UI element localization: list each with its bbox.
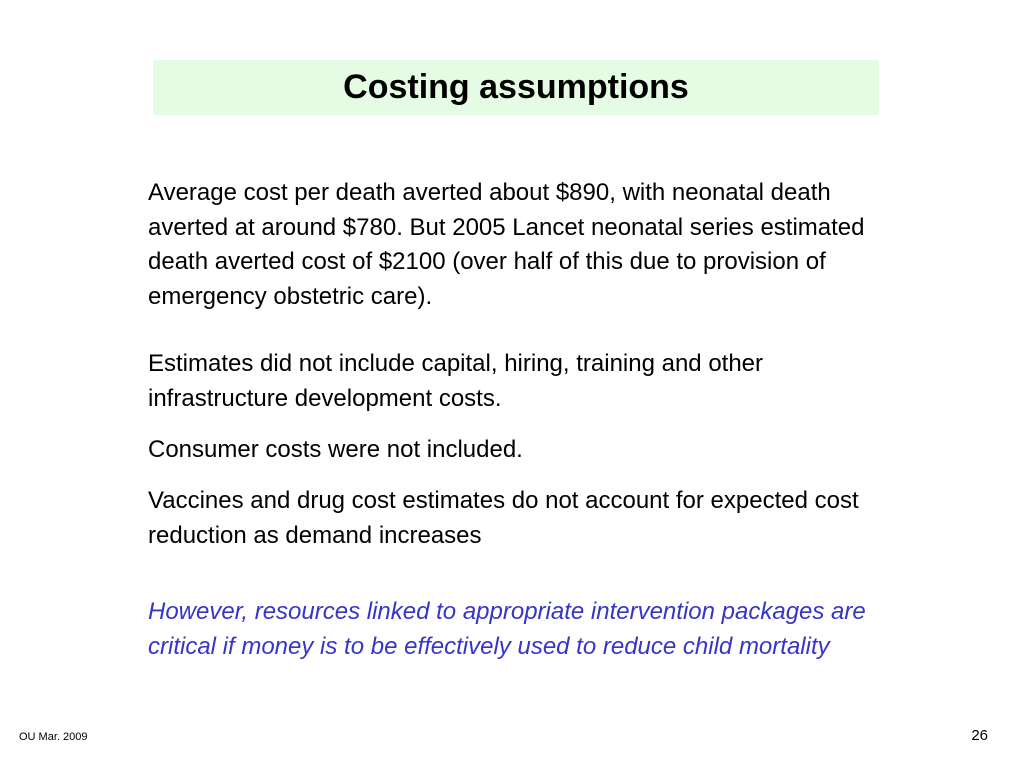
paragraph-vaccine-drug-costs: Vaccines and drug cost estimates do not account for expected cost reduction as demand increases <box>148 487 859 549</box>
paragraph-cost-per-death: Average cost per death averted about $890, with neonatal death averted at around $780. But 2005 Lancet neonatal series estimated death averted cost of $2100 (over half of this due to provision of emergency obstetric care). <box>148 179 865 310</box>
paragraph-consumer-costs: Consumer costs were not included. <box>148 436 523 463</box>
page-number: 26 <box>971 727 988 744</box>
conclusion-statement: However, resources linked to appropriate intervention packages are critical if money is to be effectively used to reduce child mortality <box>148 598 866 660</box>
footer-date: OU Mar. 2009 <box>19 731 88 743</box>
title-banner <box>153 60 879 115</box>
paragraph-excluded-capital-costs: Estimates did not include capital, hiring, training and other infrastructure development costs. <box>148 350 764 412</box>
slide-title: Costing assumptions <box>343 68 689 106</box>
